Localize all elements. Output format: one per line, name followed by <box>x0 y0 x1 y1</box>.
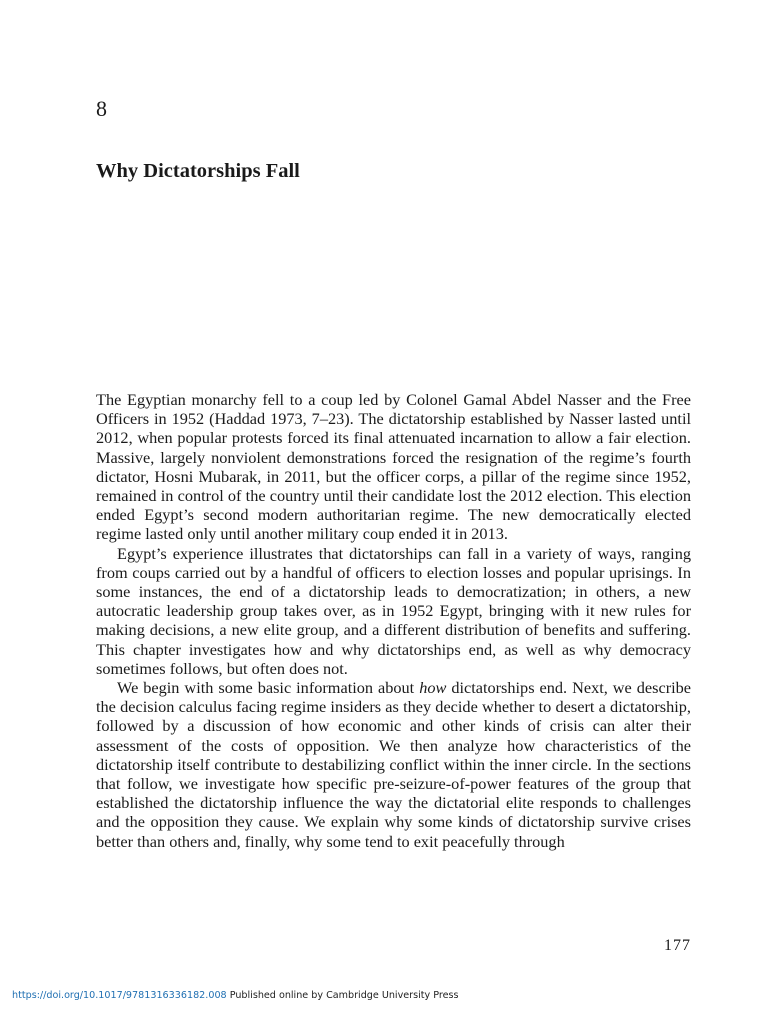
publisher-note: Published online by Cambridge University Press <box>226 990 459 1001</box>
paragraph-3-rest: dictatorships end. Next, we describe the decision calculus facing regime insiders as they decide whether to desert a dictatorship, followed by a discussion of how economic and other kinds of crisis can alter their assessment of the costs of opposition. We then analyze how characteristics of the dictatorship itself contribute to destabilizing conflict within the inner circle. In the sections that follow, we investigate how specific pre-seizure-of-power features of the group that established the dictatorship influence the way the dictatorial elite responds to challenges and the opposition they cause. We explain why some kinds of dictatorship survive crises better than others and, finally, why some tend to exit peacefully through <box>96 678 692 851</box>
paragraph-3-start: We begin with some basic information about <box>117 678 420 698</box>
chapter-body <box>96 390 691 851</box>
footer <box>12 990 459 1002</box>
chapter-number: 8 <box>96 96 107 121</box>
emphasis-how: how <box>419 678 447 698</box>
chapter-title: Why Dictatorships Fall <box>96 160 300 182</box>
page-number: 177 <box>664 937 691 954</box>
paragraph-3 <box>96 678 691 851</box>
doi-link[interactable]: https://doi.org/10.1017/9781316336182.008 <box>12 990 227 1001</box>
paragraph-2: Egypt’s experience illustrates that dictatorships can fall in a variety of ways, ranging from coups carried out by a handful of officers to election losses and popular uprisings. In some instances, the end of a dictatorship leads to democratization; in others, a new autocratic leadership group takes over, as in 1952 Egypt, bringing with it new rules for making decisions, a new elite group, and a different distribution of benefits and suffering. This chapter investigates how and why dictatorships end, as well as why democracy sometimes follows, but often does not. <box>96 543 691 678</box>
paragraph-1: The Egyptian monarchy fell to a coup led by Colonel Gamal Abdel Nasser and the Free Officers in 1952 (Haddad 1973, 7–23). The dictatorship established by Nasser lasted until 2012, when popular protests forced its final attenuated incarnation to allow a fair election. Massive, largely nonviolent demonstrations forced the resignation of the regime’s fourth dictator, Hosni Mubarak, in 2011, but the officer corps, a pillar of the regime since 1952, remained in control of the country until their candidate lost the 2012 election. This election ended Egypt’s second modern authoritarian regime. The new democratically elected regime lasted only until another military coup ended it in 2013. <box>96 390 691 544</box>
